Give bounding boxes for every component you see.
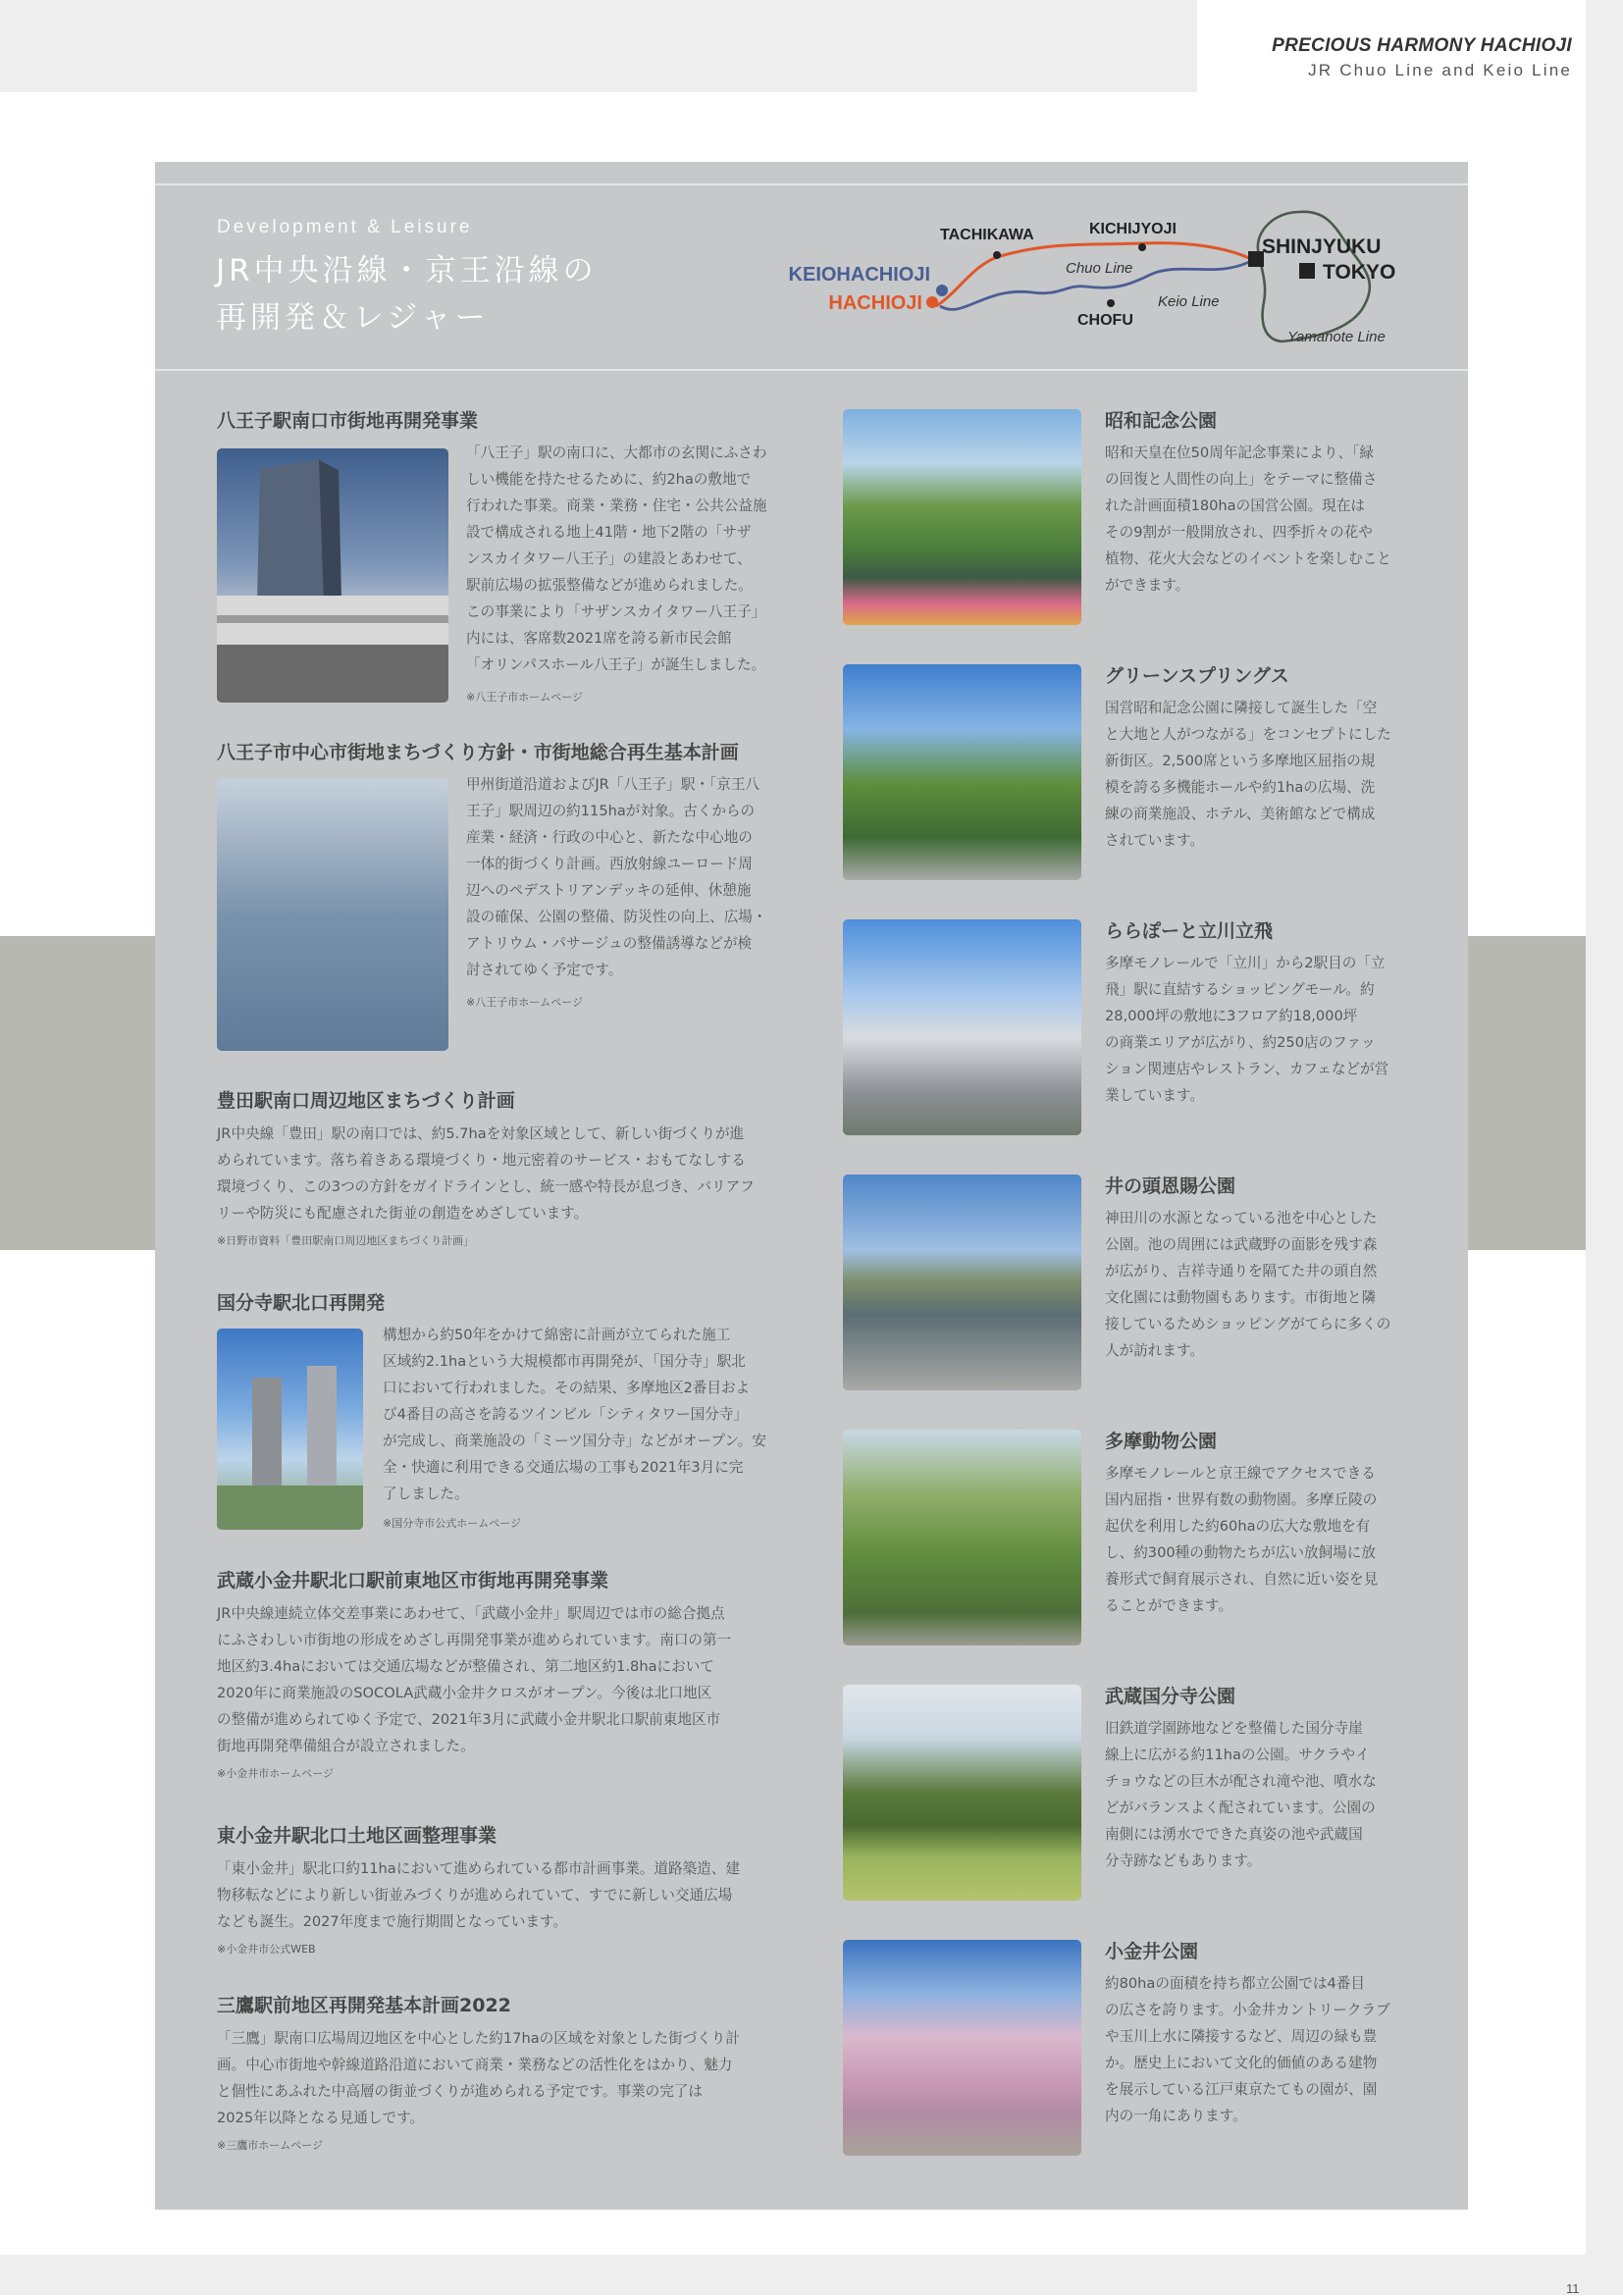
body-line: 起伏を利用した約60haの広大な敷地を有 bbox=[1105, 1518, 1371, 1535]
label-hachioji: HACHIOJI bbox=[828, 292, 922, 314]
right-section-title: ららぽーと立川立飛 bbox=[1105, 920, 1274, 942]
body-line: 画。中心市街地や幹線道路沿道において商業・業務などの活性化をはかり、魅力 bbox=[217, 2057, 733, 2073]
label-chuo-line: Chuo Line bbox=[1066, 260, 1133, 277]
body-line: なども誕生。2027年度まで施行期間となっています。 bbox=[217, 1913, 568, 1930]
tokyo-station bbox=[1299, 263, 1315, 279]
body-line: の回復と人間性の向上」をテーマに整備さ bbox=[1105, 471, 1378, 488]
label-keiohachioji: KEIOHACHIOJI bbox=[788, 264, 930, 286]
source-note: ※八王子市ホームページ bbox=[466, 996, 583, 1009]
top-rule bbox=[155, 183, 1468, 185]
body-line: れた計画面積180haの国営公園。現在は bbox=[1105, 497, 1365, 514]
body-line: 「三鷹」駅南口広場周辺地区を中心とした約17haの区域を対象とした街づくり計 bbox=[217, 2030, 740, 2047]
towers-illustration bbox=[217, 1329, 363, 1530]
keiohachioji-station bbox=[936, 285, 948, 296]
right-section-title: 多摩動物公園 bbox=[1105, 1431, 1218, 1452]
decor-band-left bbox=[0, 936, 157, 1250]
body-line: 業しています。 bbox=[1105, 1087, 1204, 1104]
top-margin-strip bbox=[0, 0, 1197, 92]
tower-illustration bbox=[217, 448, 448, 703]
label-yamanote-line: Yamanote Line bbox=[1287, 329, 1386, 345]
header-jp-line1: JR中央沿線・京王沿線の bbox=[216, 253, 598, 288]
left-section-body bbox=[217, 1600, 731, 1759]
brand-subtitle: JR Chuo Line and Keio Line bbox=[1308, 61, 1572, 79]
photo-kokubunji-towers bbox=[217, 1329, 363, 1530]
body-line: 神田川の水源となっている池を中心とした bbox=[1105, 1210, 1378, 1226]
brand-title: PRECIOUS HARMONY HACHIOJI bbox=[1272, 35, 1572, 56]
body-line: チョウなどの巨木が配され滝や池、噴水な bbox=[1105, 1773, 1377, 1790]
body-line: の商業エリアが広がり、約250店のファッ bbox=[1105, 1034, 1376, 1051]
body-line: ンスカイタワー八王子」の建設とあわせて、 bbox=[466, 550, 752, 567]
body-line: 地区約3.4haにおいては交通広場などが整備され、第二地区約1.8haにおいて bbox=[217, 1658, 714, 1675]
left-section-title: 八王子市中心市街地まちづくり方針・市街地総合再生基本計画 bbox=[217, 742, 739, 763]
body-line: 多摩モノレールで「立川」から2駅目の「立 bbox=[1105, 955, 1386, 971]
body-line: リーや防災にも配慮された街並の創造をめざしています。 bbox=[217, 1205, 589, 1222]
body-line: 人が訪れます。 bbox=[1105, 1342, 1204, 1359]
body-line: を展示している江戸東京たてもの園が、園 bbox=[1105, 2081, 1378, 2098]
page-number: 11 bbox=[1566, 2281, 1580, 2296]
kichijyoji-station bbox=[1138, 243, 1146, 251]
right-section-title: 井の頭恩賜公園 bbox=[1105, 1175, 1236, 1197]
photo-showa-park bbox=[843, 409, 1081, 625]
body-line: どがバランスよく配されています。公園の bbox=[1105, 1800, 1376, 1816]
body-line: し、約300種の動物たちが広い放飼場に放 bbox=[1105, 1544, 1376, 1561]
body-line: や玉川上水に隣接するなど、周辺の緑も豊 bbox=[1105, 2028, 1378, 2045]
body-line: 2020年に商業施設のSOCOLA武蔵小金井クロスがオープン。今後は北口地区 bbox=[217, 1685, 712, 1701]
body-line: と大地と人がつながる」をコンセプトにした bbox=[1105, 726, 1391, 743]
decor-band-right bbox=[1466, 936, 1586, 1250]
body-line: び4番目の高さを誇るツインビル「シティタワー国分寺」 bbox=[383, 1406, 748, 1423]
hachioji-station bbox=[926, 296, 938, 308]
label-tokyo: TOKYO bbox=[1323, 261, 1396, 284]
body-line: 設の確保、公園の整備、防災性の向上、広場・ bbox=[466, 909, 767, 925]
body-line: の整備が進められてゆく予定で、2021年3月に武蔵小金井駅北口駅前東地区市 bbox=[217, 1711, 721, 1728]
body-line: 行われた事業。商業・業務・住宅・公共公益施 bbox=[466, 497, 767, 514]
body-line: しい機能を持たせるために、約2haの敷地で bbox=[466, 471, 752, 488]
photo-southern-sky-tower bbox=[217, 448, 448, 703]
left-section-body bbox=[383, 1322, 766, 1507]
body-line: アトリウム・パサージュの整備誘導などが検 bbox=[466, 935, 753, 952]
body-line: 辺へのペデストリアンデッキの延伸、休憩施 bbox=[466, 882, 752, 899]
body-line: にふさわしい市街地の形成をめざし再開発事業が進められています。南口の第一 bbox=[217, 1632, 732, 1648]
header-english: Development & Leisure bbox=[217, 217, 473, 237]
body-line: か。歴史上において文化的価値のある建物 bbox=[1105, 2055, 1378, 2071]
right-section-body bbox=[1105, 695, 1391, 854]
left-section-body bbox=[466, 440, 766, 678]
label-keio-line: Keio Line bbox=[1158, 293, 1220, 310]
body-line: 了しました。 bbox=[383, 1486, 469, 1502]
body-line: 2025年以降となる見通しです。 bbox=[217, 2110, 425, 2126]
source-note: ※小金井市公式WEB bbox=[217, 1943, 316, 1956]
source-note: ※国分寺市公式ホームページ bbox=[383, 1517, 521, 1530]
header-japanese bbox=[216, 247, 598, 341]
left-section-body bbox=[217, 1121, 755, 1226]
header-jp-line2: 再開発＆レジャー bbox=[216, 300, 490, 336]
photo-lalaport-tachihi bbox=[843, 919, 1081, 1135]
photo-hachioji-aerial bbox=[217, 779, 448, 1051]
body-line: 公園。池の周囲には武蔵野の面影を残す森 bbox=[1105, 1236, 1378, 1253]
body-line: 環境づくり、この3つの方針をガイドラインとし、統一感や特長が息づき、バリアフ bbox=[217, 1178, 755, 1195]
brand-block bbox=[1272, 35, 1572, 80]
photo-inokashira-park bbox=[843, 1174, 1081, 1390]
chofu-station bbox=[1107, 299, 1115, 307]
body-line: ることができます。 bbox=[1105, 1597, 1233, 1614]
left-section-body bbox=[466, 771, 766, 983]
left-section-body bbox=[217, 2025, 740, 2131]
body-line: 王子」駅周辺の約115haが対象。古くからの bbox=[466, 803, 756, 819]
source-note: ※日野市資料「豊田駅南口周辺地区まちづくり計画」 bbox=[217, 1234, 475, 1247]
body-line: 駅前広場の拡張整備などが進められました。 bbox=[466, 577, 753, 594]
photo-koganei-park bbox=[843, 1940, 1081, 2156]
right-section-body bbox=[1105, 1205, 1390, 1364]
body-line: 「八王子」駅の南口に、大都市の玄関にふさわ bbox=[466, 444, 767, 461]
left-section-title: 八王子駅南口市街地再開発事業 bbox=[217, 410, 479, 432]
left-section-title: 国分寺駅北口再開発 bbox=[217, 1292, 386, 1314]
right-section-title: 昭和記念公園 bbox=[1105, 410, 1218, 432]
body-line: められています。落ち着きある環境づくり・地元密着のサービス・おもてなしする bbox=[217, 1152, 746, 1169]
left-section-body bbox=[217, 1855, 740, 1935]
body-line: 28,000坪の敷地に3フロア約18,000坪 bbox=[1105, 1008, 1358, 1024]
right-section-body bbox=[1105, 1970, 1390, 2129]
body-line: されています。 bbox=[1105, 832, 1204, 849]
header-rule bbox=[155, 369, 1468, 371]
bottom-margin-strip bbox=[0, 2255, 1623, 2295]
body-line: ができます。 bbox=[1105, 577, 1190, 594]
body-line: JR中央線「豊田」駅の南口では、約5.7haを対象区域として、新しい街づくりが進 bbox=[217, 1125, 745, 1142]
body-line: ション関連店やレストラン、カフェなどが営 bbox=[1105, 1061, 1389, 1077]
body-line: 物移転などにより新しい街並みづくりが進められていて、すでに新しい交通広場 bbox=[217, 1887, 733, 1904]
body-line: 設で構成される地上41階・地下2階の「サザ bbox=[466, 524, 752, 541]
body-line: 接しているためショッピングがてらに多くの bbox=[1105, 1316, 1391, 1332]
body-line: 口において行われました。その結果、多摩地区2番目およ bbox=[383, 1380, 751, 1396]
tachikawa-station bbox=[993, 251, 1001, 259]
body-line: 街地再開発準備組合が設立されました。 bbox=[217, 1738, 475, 1754]
label-kichijyoji: KICHIJYOJI bbox=[1089, 221, 1177, 237]
source-note: ※三鷹市ホームページ bbox=[217, 2139, 323, 2152]
right-section-body bbox=[1105, 440, 1391, 599]
body-line: その9割が一般開放され、四季折々の花や bbox=[1105, 524, 1373, 541]
right-section-title: 小金井公園 bbox=[1105, 1941, 1199, 1962]
body-line: 多摩モノレールと京王線でアクセスできる bbox=[1105, 1465, 1376, 1482]
body-line: 内には、客席数2021席を誇る新市民会館 bbox=[466, 630, 732, 647]
right-section-body bbox=[1105, 1460, 1378, 1619]
body-line: と個性にあふれた中高層の街並づくりが進められる予定です。事業の完了は bbox=[217, 2083, 704, 2100]
left-section-title: 三鷹駅前地区再開発基本計画2022 bbox=[217, 1995, 511, 2016]
body-line: 一体的街づくり計画。西放射線ユーロード周 bbox=[466, 856, 753, 872]
body-line: の広さを誇ります。小金井カントリークラブ bbox=[1105, 2002, 1390, 2018]
route-map bbox=[765, 204, 1413, 361]
body-line: 飛」駅に直結するショッピングモール。約 bbox=[1105, 981, 1375, 998]
body-line: 内の一角にあります。 bbox=[1105, 2108, 1247, 2124]
right-section-title: グリーンスプリングス bbox=[1105, 665, 1289, 687]
left-section-title: 武蔵小金井駅北口駅前東地区市街地再開発事業 bbox=[217, 1570, 609, 1592]
body-line: 国営昭和記念公園に隣接して誕生した「空 bbox=[1105, 700, 1378, 716]
body-line: 甲州街道沿道およびJR「八王子」駅・「京王八 bbox=[466, 776, 760, 793]
photo-tama-zoo bbox=[843, 1430, 1081, 1645]
body-line: この事業により「サザンスカイタワー八王子」 bbox=[466, 603, 766, 620]
body-line: 旧鉄道学園跡地などを整備した国分寺崖 bbox=[1105, 1720, 1363, 1737]
body-line: 討されてゆく予定です。 bbox=[466, 962, 623, 978]
right-margin-strip bbox=[1586, 0, 1623, 2295]
source-note: ※八王子市ホームページ bbox=[466, 691, 583, 704]
body-line: 約80haの面積を持ち都立公園では4番目 bbox=[1105, 1975, 1365, 1992]
body-line: 昭和天皇在位50周年記念事業により、「緑 bbox=[1105, 444, 1374, 461]
body-line: 国内屈指・世界有数の動物園。多摩丘陵の bbox=[1105, 1491, 1378, 1508]
body-line: 文化園には動物園もあります。市街地と隣 bbox=[1105, 1289, 1377, 1306]
body-line: 「オリンパスホール八王子」が誕生しました。 bbox=[466, 656, 766, 673]
right-section-title: 武蔵国分寺公園 bbox=[1105, 1686, 1236, 1707]
body-line: が広がり、吉祥寺通りを隔てた井の頭自然 bbox=[1105, 1263, 1378, 1279]
left-section-title: 東小金井駅北口土地区画整理事業 bbox=[217, 1825, 497, 1847]
right-section-body bbox=[1105, 1715, 1377, 1874]
body-line: 全・快適に利用できる交通広場の工事も2021年3月に完 bbox=[383, 1459, 744, 1476]
body-line: 南側には湧水でできた真姿の池や武蔵国 bbox=[1105, 1826, 1363, 1843]
label-tachikawa: TACHIKAWA bbox=[940, 227, 1034, 243]
source-note: ※小金井市ホームページ bbox=[217, 1767, 334, 1780]
body-line: 新街区。2,500席という多摩地区屈指の規 bbox=[1105, 753, 1376, 769]
body-line: 線上に広がる約11haの公園。サクラやイ bbox=[1105, 1747, 1370, 1763]
body-line: 構想から約50年をかけて綿密に計画が立てられた施工 bbox=[383, 1327, 731, 1343]
body-line: 養形式で飼育展示され、自然に近い姿を見 bbox=[1105, 1571, 1379, 1588]
body-line: が完成し、商業施設の「ミーツ国分寺」などがオープン。安 bbox=[383, 1433, 766, 1449]
photo-green-springs bbox=[843, 664, 1081, 880]
left-section-title: 豊田駅南口周辺地区まちづくり計画 bbox=[217, 1090, 515, 1112]
label-shinjyuku: SHINJYUKU bbox=[1262, 235, 1382, 258]
body-line: 分寺跡などもあります。 bbox=[1105, 1852, 1262, 1869]
label-chofu: CHOFU bbox=[1077, 312, 1133, 329]
photo-musashi-kokubunji-park bbox=[843, 1685, 1081, 1901]
body-line: 練の商業施設、ホテル、美術館などで構成 bbox=[1105, 806, 1376, 822]
body-line: 模を誇る多機能ホールや約1haの広場、洗 bbox=[1105, 779, 1376, 796]
body-line: 植物、花火大会などのイベントを楽しむこと bbox=[1105, 550, 1391, 567]
body-line: 「東小金井」駅北口約11haにおいて進められている都市計画事業。道路築造、建 bbox=[217, 1860, 740, 1877]
body-line: 区域約2.1haという大規模都市再開発が、「国分寺」駅北 bbox=[383, 1353, 746, 1370]
body-line: 産業・経済・行政の中心と、新たな中心地の bbox=[466, 829, 753, 846]
body-line: JR中央線連続立体交差事業にあわせて、「武蔵小金井」駅周辺では市の総合拠点 bbox=[217, 1605, 725, 1622]
right-section-body bbox=[1105, 950, 1388, 1109]
